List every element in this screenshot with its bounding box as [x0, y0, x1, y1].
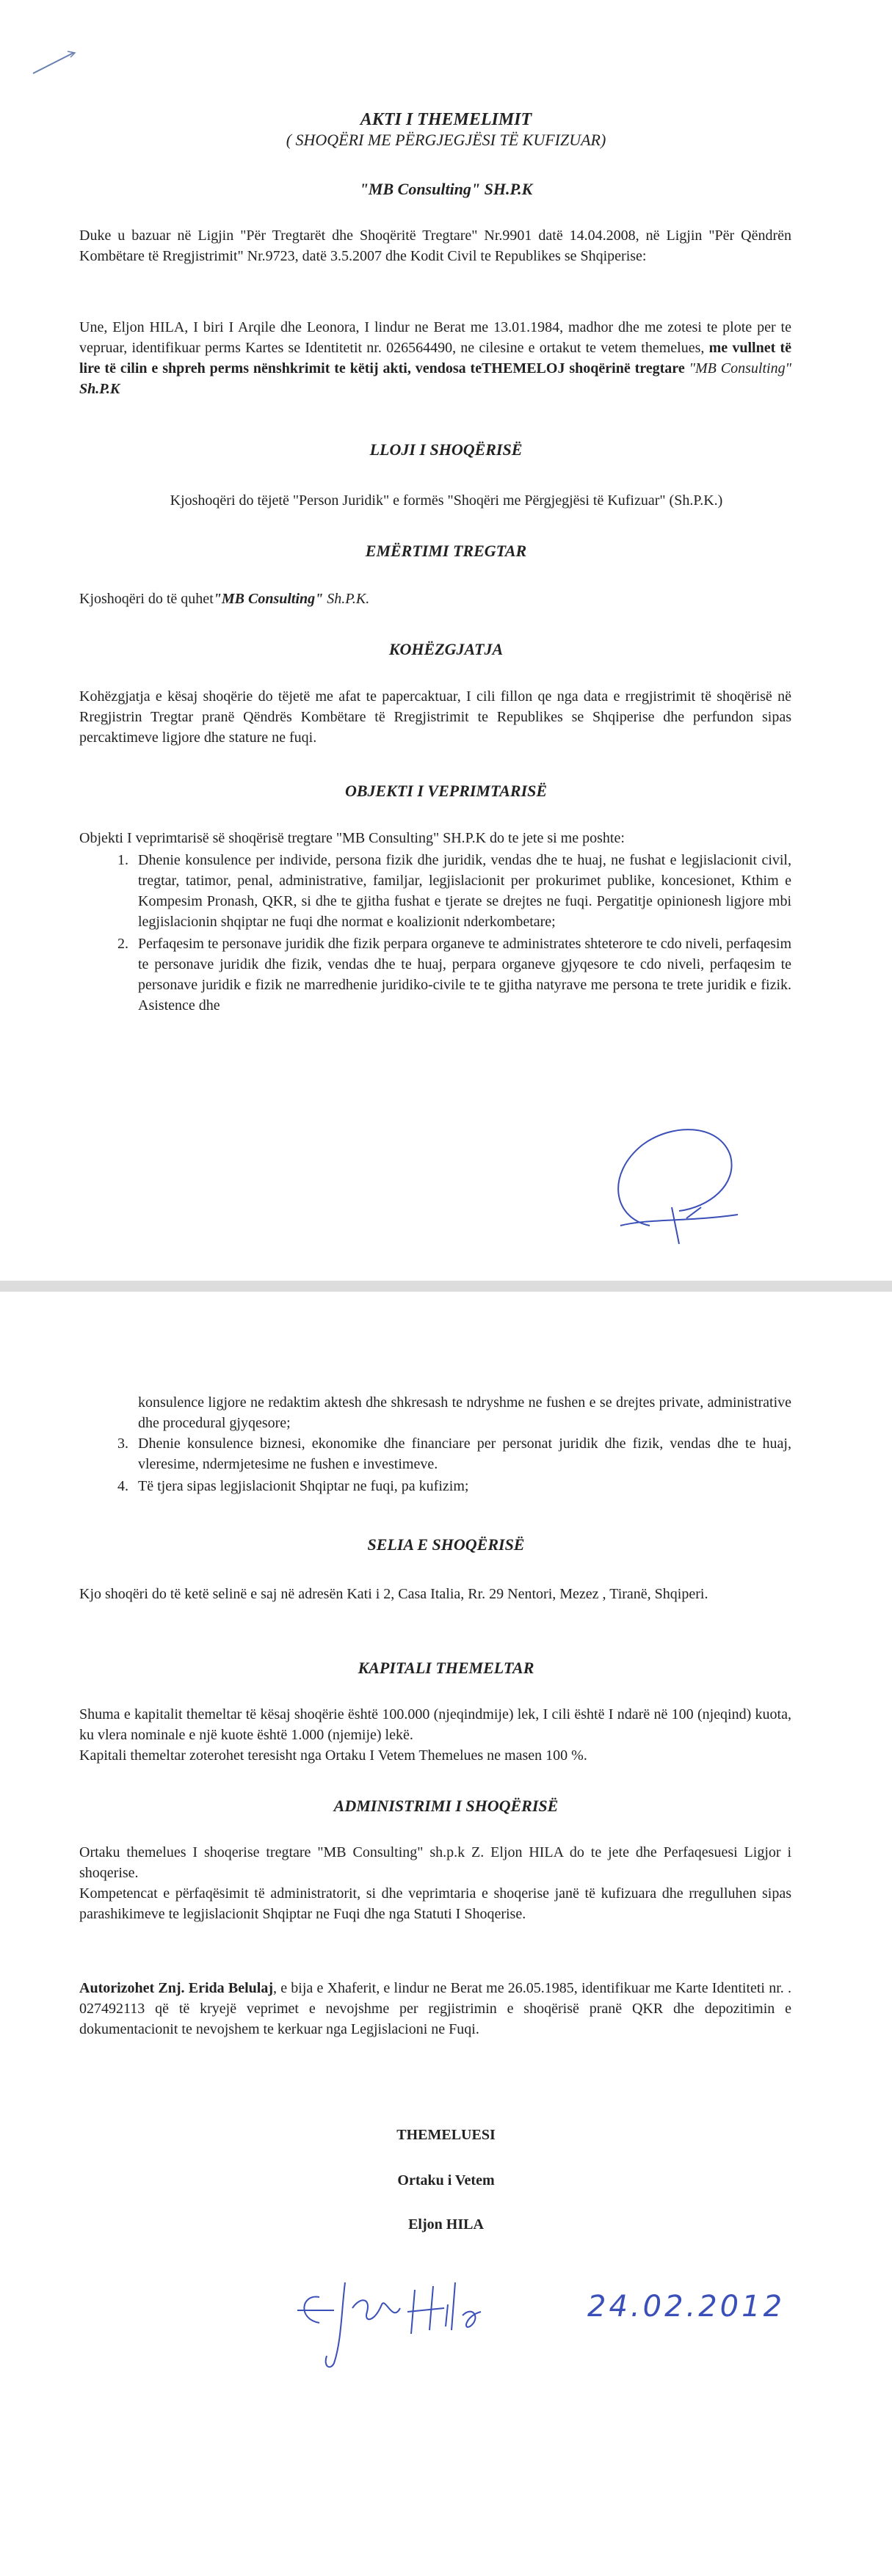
founder-paragraph — [79, 317, 791, 399]
duration-heading: KOHËZGJATJA — [388, 640, 504, 658]
list-number: 4. — [117, 1478, 128, 1494]
pen-mark-icon — [29, 44, 81, 81]
list-number: 2. — [117, 936, 128, 952]
duration-paragraph: Kohëzgjatja e kësaj shoqërie do tëjetë me afat te papercaktuar, I cili fillon qe nga data e rregjistrimit të shoqërisë në Rregjistrin Tregtar pranë Qëndrës Kombëtare të Rregjistrimit te Republikes se Shqiperise dhe perfundon sipas percaktimeve ligjore dhe stature ne fuqi. — [79, 688, 791, 746]
founder-company: "MB Consulting" — [684, 360, 792, 376]
signature-initials-icon — [591, 1116, 753, 1248]
admin-heading: ADMINISTRIMI I SHOQËRISË — [333, 1797, 559, 1815]
list-text: Të tjera sipas legjislacionit Shqiptar ne fuqi, pa kufizim; — [138, 1478, 469, 1494]
name-company: "MB Consulting" — [213, 591, 324, 607]
objective-intro: Objekti I veprimtarisë së shoqërisë tregtare "MB Consulting" SH.P.K do te jete si me poshte: — [79, 830, 625, 846]
authorization-paragraph — [79, 1978, 791, 2040]
seat-paragraph: Kjo shoqëri do të ketë selinë e saj në adresën Kati i 2, Casa Italia, Rr. 29 Nentori, Mezez , Tiranë, Shqiperi. — [79, 1586, 708, 1602]
objective-heading: OBJEKTI I VEPRIMTARISË — [344, 782, 548, 800]
name-paragraph — [79, 589, 791, 609]
capital-paragraph-2: Kapitali themeltar zoterohet teresisht nga Ortaku I Vetem Themelues ne masen 100 %. — [79, 1747, 587, 1764]
list-number: 3. — [117, 1436, 128, 1452]
company-name: "MB Consulting" SH.P.K — [359, 180, 533, 198]
list-item — [117, 1476, 791, 1496]
objective-list-continued — [117, 1433, 791, 1498]
name-suffix: Sh.P.K. — [323, 591, 370, 607]
capital-paragraph: Shuma e kapitalit themeltar të kësaj shoqërie është 100.000 (njeqindmije) lek, I cili është I ndarë në 100 (njeqind) kuota, ku vlera nominale e një kuote është 1.000 (njemije) lekë. — [79, 1706, 791, 1743]
list-number: 1. — [117, 852, 128, 868]
name-prefix: Kjoshoqëri do të quhet — [79, 591, 214, 607]
document-page-1 — [0, 0, 892, 1281]
admin-paragraph-2: Kompetencat e përfaqësimit të administratorit, si dhe veprimtaria e shoqerise janë të kufizuara dhe rregulluhen sipas parashikimeve te legjislacionit Shqiptar ne Fuqi dhe nga Statuti I Shoqerise. — [79, 1885, 791, 1922]
founder-intro: Une, Eljon HILA, I biri I Arqile dhe Leonora, I lindur ne Berat me 13.01.1984, madhor dhe me zotesi te plote per te vepruar, identifikuar perms Kartes se Identitetit nr. 026564490, ne cilesine e ortakut te vetem themelues, — [79, 319, 791, 356]
document-title: AKTI I THEMELIMIT — [360, 110, 532, 129]
handwritten-date: 24.02.2012 — [587, 2290, 786, 2324]
signature-role: Ortaku i Vetem — [397, 2172, 495, 2188]
capital-heading: KAPITALI THEMELTAR — [358, 1659, 534, 1677]
list-text: Dhenie konsulence per individe, persona fizik dhe juridik, vendas dhe te huaj, ne fushat e legjislacionit civil, tregtar, tatimor, penal, administrative, familjar, legjislacionit per prokurimet publike, koncesionet, Kthim e Kompesim Pronash, QKR, si dhe te gjitha fushat e tjerate se drejtes ne fuqi. Pergatitje opinionesh ligjore mbi legjislacionin shqiptar ne fuqi dhe normat e koalizionit nderkombetare; — [138, 852, 791, 930]
seat-heading: SELIA E SHOQËRISË — [367, 1535, 525, 1554]
continuation-paragraph: konsulence ligjore ne redaktim aktesh dhe shkresash te ndryshme ne fushen e se drejtes private, administrative dhe procedural gjyqesore; — [138, 1394, 791, 1431]
founder-will: me vullnet të lire të cilin e shpreh perms nënshkrimit te këtij akti, vendosa teTHEMELOJ shoqërinë tregtare — [79, 340, 791, 376]
type-heading: LLOJI I SHOQËRISË — [369, 440, 523, 459]
admin-paragraph: Ortaku themelues I shoqerise tregtare "MB Consulting" sh.p.k Z. Eljon HILA do te jete dhe Perfaqesuesi Ligjor i shoqerise. — [79, 1844, 791, 1881]
list-text: Dhenie konsulence biznesi, ekonomike dhe financiare per personat juridik dhe fizik, vendas dhe te huaj, vleresime, ndermjetesime ne fushen e investimeve. — [138, 1436, 791, 1472]
list-item — [117, 1433, 791, 1474]
list-item — [117, 934, 791, 1016]
authorization-text: , e bija e Xhaferit, e lindur ne Berat me 26.05.1985, identifikuar me Karte Identiteti nr. . 027492113 që të kryejë veprimet e nevojshme per regjistrimin e shoqërisë pranë QKR dhe depozitimin e dokumentacionit te nevojshem te kerkuar nga Legjislacioni ne Fuqi. — [79, 1980, 791, 2037]
document-page-2 — [0, 1292, 892, 2576]
name-heading: EMËRTIMI TREGTAR — [365, 542, 527, 560]
list-text: Perfaqesim te personave juridik dhe fizik perpara organeve te administrates shteterore te cdo niveli, perfaqesim te personave juridik dhe fizik, vendas dhe te huaj, perpara organeve gjyqesore te cdo niveli, perfaqesim te personave juridik e fizik ne marredhenie juridiko-civile te te gjitha natyrave me persona te trete juridik e fizik. Asistence dhe — [138, 936, 791, 1014]
founder-shpk: Sh.P.K — [79, 381, 120, 397]
type-paragraph: Kjoshoqëri do tëjetë "Person Juridik" e formës "Shoqëri me Përgjegjësi të Kufizuar" (Sh.P.K.) — [170, 492, 723, 509]
authorized-person: Autorizohet Znj. Erida Belulaj — [79, 1980, 273, 1996]
list-item — [117, 850, 791, 932]
legal-basis-paragraph: Duke u bazuar në Ligjin "Për Tregtarët dhe Shoqëritë Tregtare" Nr.9901 datë 14.04.2008, në Ligjin "Për Qëndrën Kombëtare të Rregjistrimit" Nr.9723, datë 3.5.2007 dhe Kodit Civil te Republikes se Shqiperise: — [79, 228, 791, 264]
handwritten-signature-icon — [290, 2253, 584, 2371]
signature-title: THEMELUESI — [396, 2127, 496, 2143]
document-subtitle: ( SHOQËRI ME PËRGJEGJËSI TË KUFIZUAR) — [286, 131, 606, 149]
objective-list — [117, 850, 791, 1017]
signature-name: Eljon HILA — [408, 2216, 484, 2233]
